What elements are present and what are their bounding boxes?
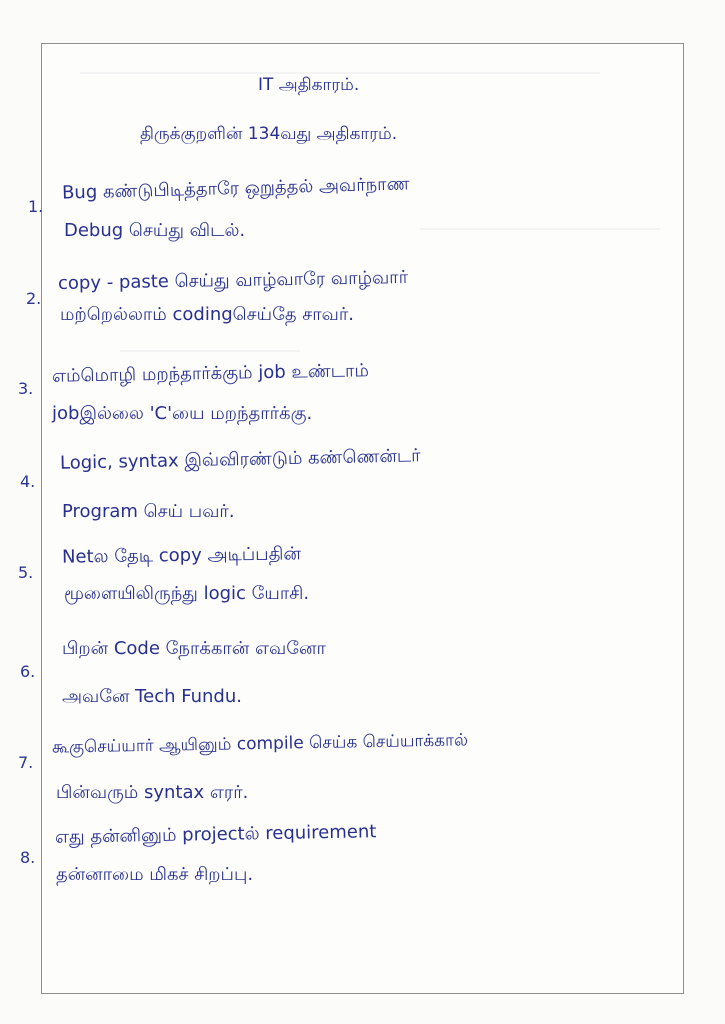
couplet-line-2: மற்றெல்லாம் codingசெய்தே சாவர்.	[60, 304, 355, 325]
couplet-line-1: Bug கண்டுபிடித்தாரே ஒறுத்தல் அவர்நாண	[61, 173, 410, 204]
couplet-number: 6.	[20, 662, 36, 681]
couplet-number: 3.	[18, 379, 34, 398]
bleed-through-mark	[80, 72, 600, 74]
couplet-line-1: எம்மொழி மறந்தார்க்கும் job உண்டாம்	[51, 360, 370, 387]
couplet-number: 5.	[18, 563, 34, 582]
couplet-line-2: மூளையிலிருந்து logic யோசி.	[64, 583, 310, 604]
page-subtitle: திருக்குறளின் 134வது அதிகாரம்.	[140, 124, 398, 144]
couplet-line-2: jobஇல்லை 'C'யை மறந்தார்க்கு.	[52, 403, 313, 424]
couplet-number: 8.	[20, 848, 36, 867]
couplet-number: 7.	[18, 753, 34, 772]
couplet-line-1: copy - paste செய்து வாழ்வாரே வாழ்வார்	[57, 266, 409, 295]
couplet-line-2: Debug செய்து விடல்.	[64, 220, 246, 241]
couplet-number: 4.	[20, 472, 36, 491]
couplet-line-1: Netல தேடி copy அடிப்பதின்	[61, 543, 301, 568]
couplet-line-2: பின்வரும் syntax எரர்.	[56, 782, 249, 803]
couplet-line-1: Logic, syntax இவ்விரண்டும் கண்ணென்டர்	[59, 445, 421, 474]
couplet-line-2: தன்னாமை மிகச் சிறப்பு.	[56, 864, 254, 885]
couplet-line-2: Program செய் பவர்.	[62, 501, 235, 522]
couplet-line-1: கூகுசெய்யார் ஆயினும் compile செய்க செய்யாக்கால்	[51, 730, 469, 758]
bleed-through-mark	[420, 228, 660, 230]
couplet-number: 2.	[26, 289, 42, 308]
couplet-line-1: பிறன் Code நோக்கான் எவனோ	[62, 638, 326, 659]
page-title: IT அதிகாரம்.	[258, 75, 360, 95]
couplet-line-1: எது தன்னினும் projectல் requirement	[54, 821, 377, 848]
couplet-number: 1.	[28, 197, 44, 216]
couplet-line-2: அவனே Tech Fundu.	[62, 686, 242, 707]
bleed-through-mark	[120, 350, 300, 352]
